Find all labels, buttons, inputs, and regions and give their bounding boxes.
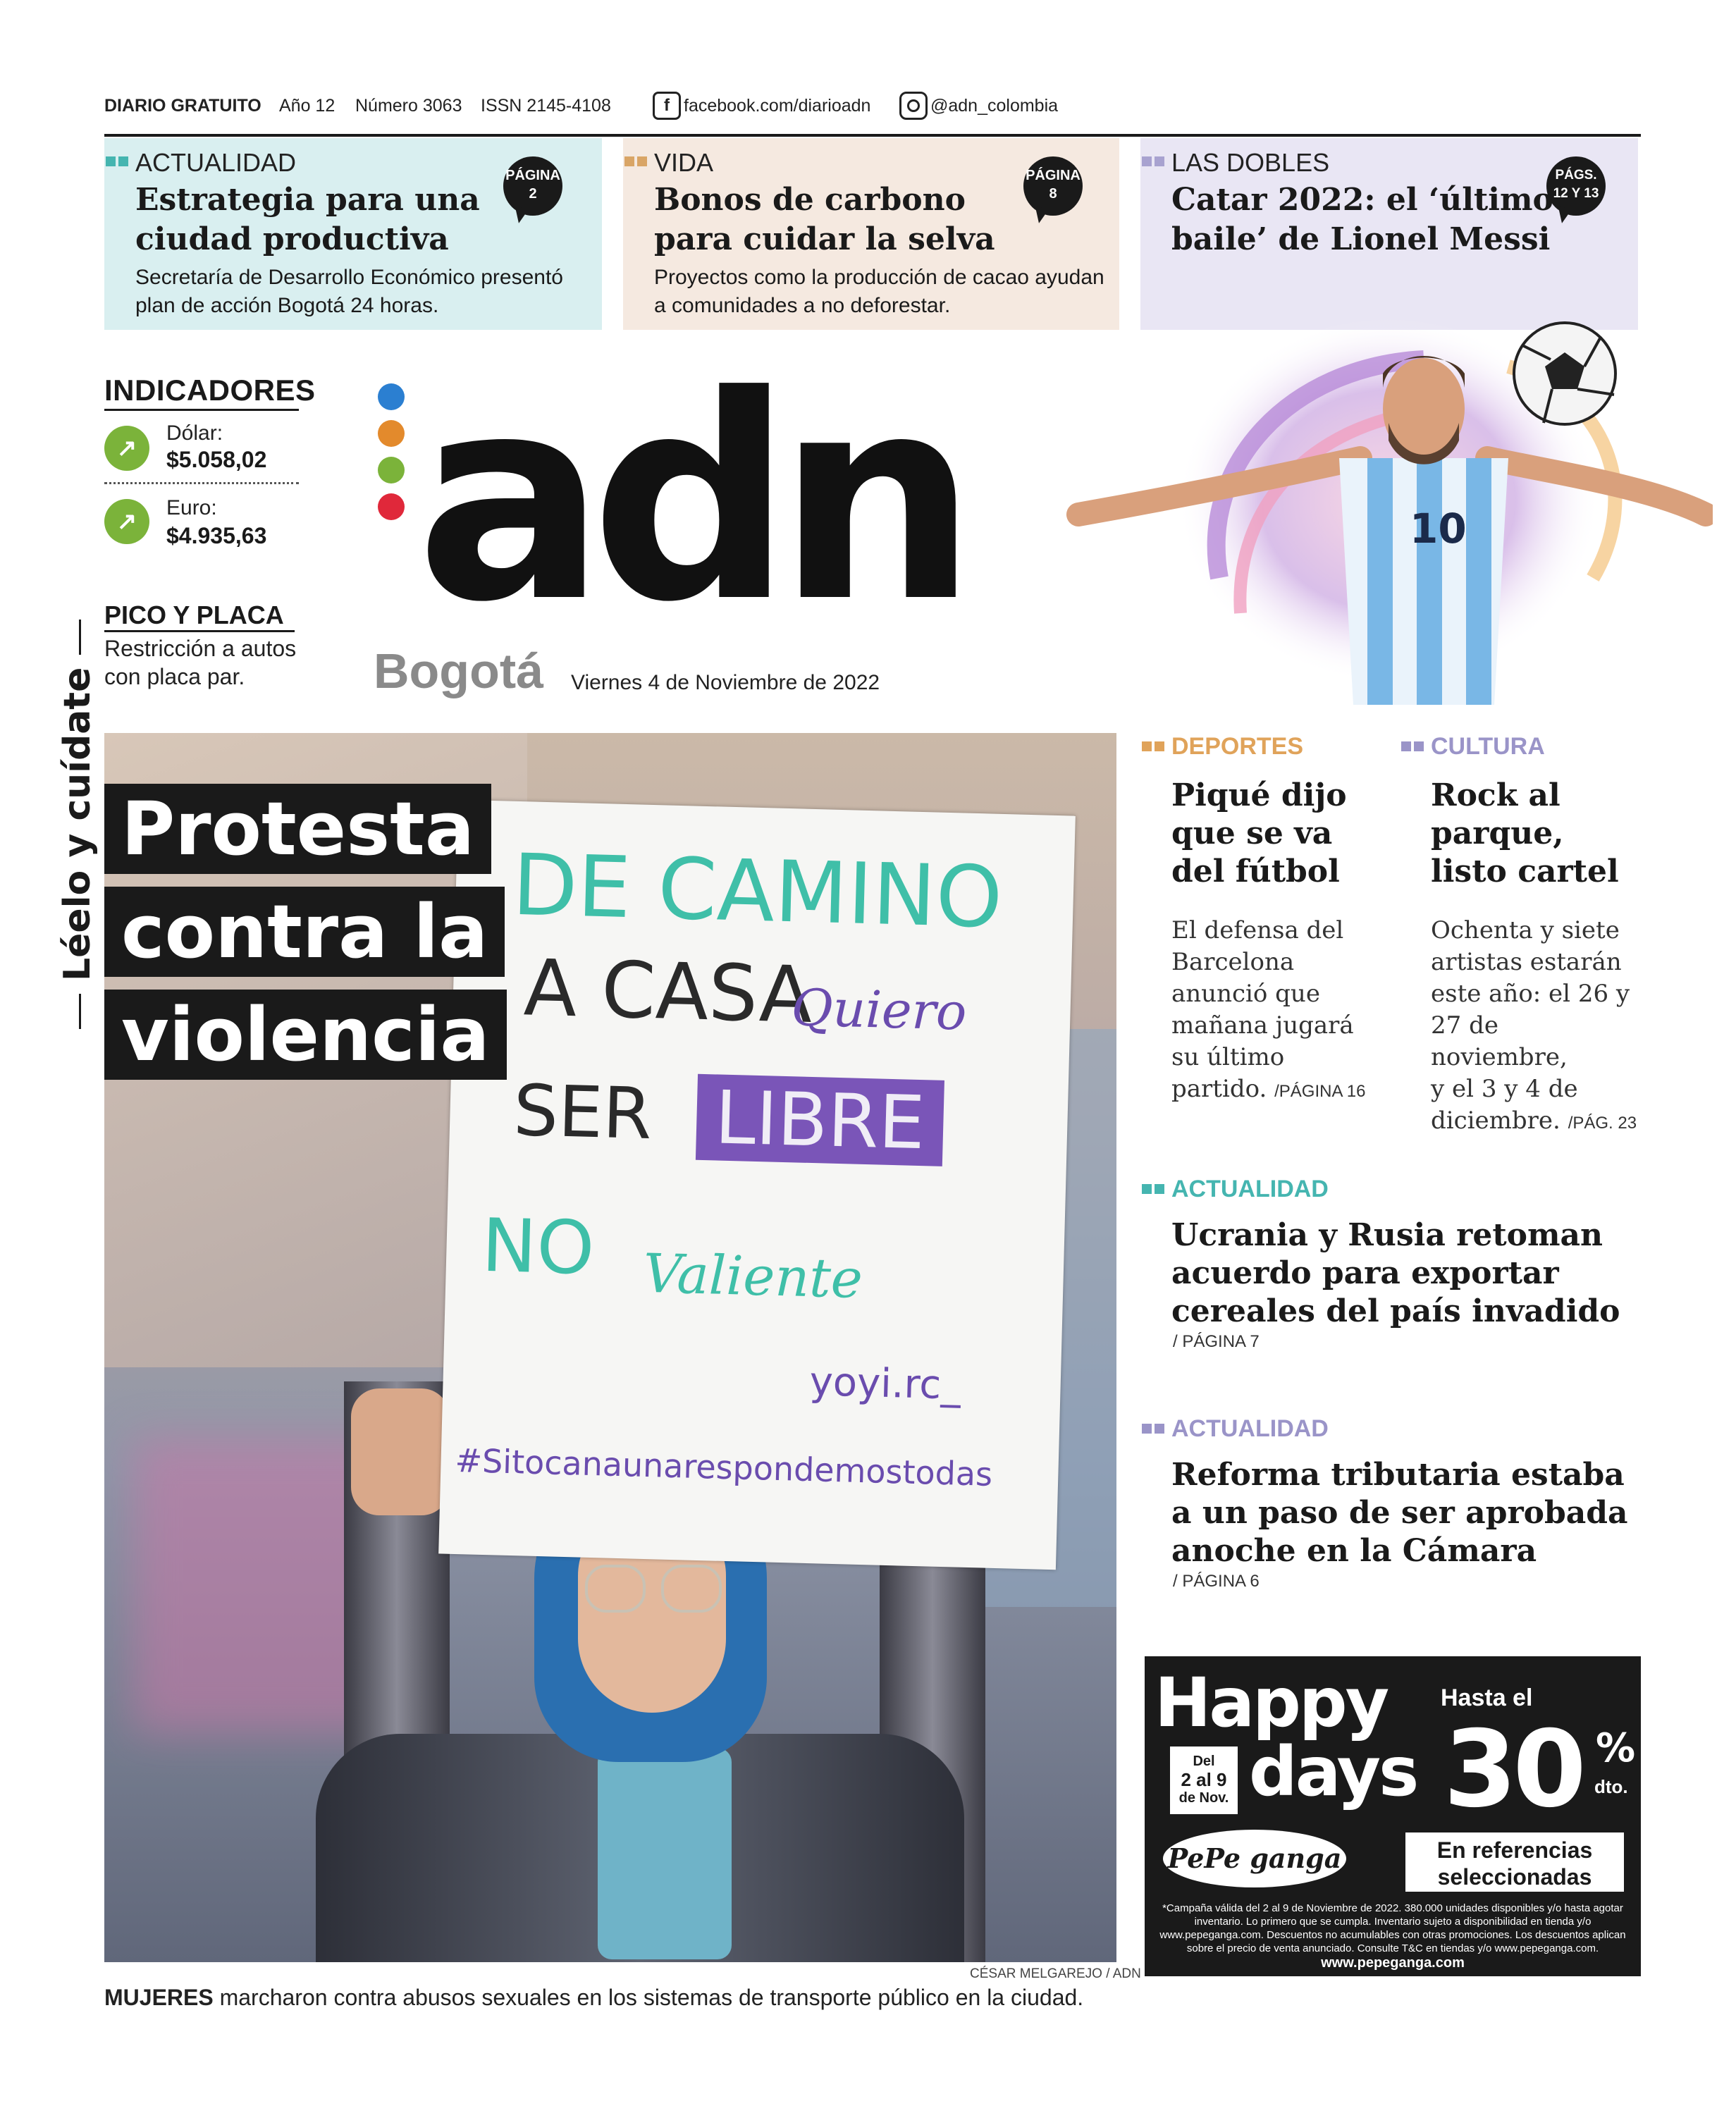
divider bbox=[104, 482, 299, 484]
dollar-label: Dólar: bbox=[166, 421, 223, 445]
indicators-rule bbox=[104, 409, 299, 411]
pico-placa-text: Restricción a autos con placa par. bbox=[104, 636, 297, 689]
ad-url[interactable]: www.pepeganga.com bbox=[1321, 1955, 1465, 1971]
page-ref: /PÁGINA 16 bbox=[1274, 1082, 1366, 1101]
top-rule bbox=[104, 134, 1641, 137]
euro-value: $4.935,63 bbox=[166, 523, 267, 548]
pico-placa-title: PICO Y PLACA bbox=[104, 600, 284, 629]
section-marker bbox=[1155, 741, 1164, 751]
issn-label: ISSN 2145-4108 bbox=[481, 96, 611, 116]
page-ref: / PÁGINA 7 bbox=[1173, 1332, 1260, 1351]
logo-dot-blue bbox=[378, 383, 405, 410]
sign-text: Quiero bbox=[790, 978, 968, 1042]
section-marker bbox=[1155, 156, 1164, 166]
section-marker bbox=[1142, 741, 1152, 751]
masthead-bar bbox=[104, 90, 1641, 133]
main-headline-line-1[interactable]: Protesta bbox=[104, 784, 491, 874]
ad-dto: dto. bbox=[1594, 1776, 1628, 1797]
year-label: Año 12 bbox=[279, 96, 335, 116]
section-marker bbox=[1142, 156, 1152, 166]
pepeganga-logo: PePe ganga bbox=[1163, 1830, 1346, 1887]
page-badge: PÁGS. 12 Y 13 bbox=[1546, 156, 1606, 216]
ad-days: days bbox=[1249, 1732, 1417, 1811]
pico-rule bbox=[104, 630, 295, 632]
trend-up-icon: ↗ bbox=[104, 426, 149, 471]
ad-percent-value: 30 bbox=[1443, 1708, 1582, 1831]
teaser-title: Estrategia para una ciudad productiva bbox=[135, 182, 480, 257]
section-marker bbox=[1142, 1184, 1152, 1194]
issue-number: Número 3063 bbox=[355, 96, 462, 116]
teaser-vida[interactable] bbox=[623, 138, 1119, 330]
sign-text: A CASA bbox=[522, 942, 814, 1040]
photo-credit: CÉSAR MELGAREJO / ADN bbox=[970, 1966, 1141, 1981]
dollar-value: $5.058,02 bbox=[166, 447, 267, 472]
calendar-icon: Del 2 al 9 de Nov. bbox=[1170, 1747, 1238, 1814]
diario-label: DIARIO GRATUITO bbox=[104, 96, 261, 116]
messi-illustration bbox=[1057, 282, 1713, 705]
facebook-icon: f bbox=[653, 92, 681, 120]
teaser-actualidad[interactable] bbox=[104, 138, 602, 330]
sign-text: #Sitocanaunarespondemostodas bbox=[454, 1441, 993, 1493]
instagram-link[interactable]: @adn_colombia bbox=[930, 96, 1059, 116]
logo-dot-green bbox=[378, 457, 405, 483]
glasses-left bbox=[585, 1565, 646, 1613]
section-marker bbox=[1155, 1424, 1164, 1434]
left-hand bbox=[351, 1388, 450, 1515]
side-label: Léelo y cuídate bbox=[56, 634, 99, 1029]
adn-logo[interactable]: adn bbox=[416, 336, 963, 664]
section-marker bbox=[637, 156, 647, 166]
actualidad-section: ACTUALIDAD bbox=[1171, 1176, 1329, 1202]
ad-fine-print: *Campaña válida del 2 al 9 de Noviembre de 2022. 380.000 unidades disponibles y/o hasta agotar inventario. Lo primero que se cumpla. Inventario sujeto a disponibilidad en tienda y/o www.pepeganga.com. Descuentos no acumulables con otras promociones. Los descuentos aplican sobre el precio de venta anunciado. Consulte T&C en tiendas y/o www.pepeganga.com. bbox=[1159, 1902, 1626, 1954]
actualidad-section: ACTUALIDAD bbox=[1171, 1415, 1329, 1442]
logo-dot-red bbox=[378, 493, 405, 520]
teaser-summary: Proyectos como la producción de cacao ayudan a comunidades a no deforestar. bbox=[654, 266, 1104, 317]
teaser-section: VIDA bbox=[654, 148, 714, 177]
actualidad-title-reforma[interactable]: Reforma tributaria estaba a un paso de ser aprobada anoche en la Cámara bbox=[1171, 1457, 1628, 1569]
section-marker bbox=[1142, 1424, 1152, 1434]
deportes-body: El defensa del Barcelona anunció que mañana jugará su último partido. /PÁGINA 16 bbox=[1171, 916, 1366, 1103]
cultura-title[interactable]: Rock al parque, listo cartel bbox=[1431, 777, 1619, 889]
side-rule bbox=[79, 994, 81, 1029]
teaser-title: Catar 2022: el ‘último baile’ de Lionel Messi bbox=[1171, 182, 1553, 257]
trend-up-icon: ↗ bbox=[104, 499, 149, 544]
side-rule bbox=[79, 620, 81, 655]
sign-text: Valiente bbox=[642, 1241, 864, 1310]
ad-happy: Happy bbox=[1155, 1663, 1388, 1742]
teaser-section: LAS DOBLES bbox=[1171, 148, 1330, 177]
deportes-title[interactable]: Piqué dijo que se va del fútbol bbox=[1171, 777, 1347, 889]
cultura-section: CULTURA bbox=[1431, 733, 1545, 760]
photo-caption: MUJERES marcharon contra abusos sexuales en los sistemas de transporte público en la ciudad. bbox=[104, 1985, 1084, 2010]
backpack-strap bbox=[598, 1748, 732, 1959]
teaser-title: Bonos de carbono para cuidar la selva bbox=[654, 182, 995, 257]
main-headline-line-2[interactable]: contra la bbox=[104, 887, 505, 977]
section-marker bbox=[624, 156, 634, 166]
instagram-icon bbox=[899, 92, 928, 120]
protest-sign bbox=[438, 800, 1076, 1570]
pepeganga-ad[interactable] bbox=[1145, 1656, 1641, 1976]
edition-date: Viernes 4 de Noviembre de 2022 bbox=[571, 671, 880, 694]
sign-text: LIBRE bbox=[696, 1074, 944, 1166]
ad-refs-box: En referencias seleccionadas bbox=[1405, 1832, 1624, 1892]
main-photo[interactable] bbox=[104, 733, 1116, 1962]
section-marker bbox=[1155, 1184, 1164, 1194]
actualidad-title-ucrania[interactable]: Ucrania y Rusia retoman acuerdo para exportar cereales del país invadido bbox=[1171, 1217, 1620, 1329]
city-label: Bogotá bbox=[374, 643, 544, 698]
indicators-title: INDICADORES bbox=[104, 374, 316, 407]
teaser-section: ACTUALIDAD bbox=[135, 148, 297, 177]
section-marker bbox=[1401, 741, 1411, 751]
euro-label: Euro: bbox=[166, 496, 217, 519]
sign-text: NO bbox=[481, 1202, 596, 1291]
sign-text: DE CAMINO bbox=[511, 836, 1004, 947]
page-ref: / PÁGINA 6 bbox=[1173, 1572, 1260, 1591]
cultura-body: Ochenta y siete artistas estarán este año: el 26 y 27 de noviembre, y el 3 y 4 de diciembre. /PÁG. 23 bbox=[1431, 916, 1637, 1135]
section-marker bbox=[1414, 741, 1424, 751]
sign-text: yoyi.rc_ bbox=[808, 1359, 961, 1409]
glasses-right bbox=[661, 1565, 722, 1613]
ad-hasta: Hasta el bbox=[1441, 1684, 1533, 1711]
page-ref: /PÁG. 23 bbox=[1568, 1114, 1637, 1133]
logo-dot-orange bbox=[378, 420, 405, 447]
ad-percent-sign: % bbox=[1596, 1725, 1636, 1771]
section-marker bbox=[118, 156, 128, 166]
main-headline-line-3[interactable]: violencia bbox=[104, 990, 507, 1080]
facebook-link[interactable]: facebook.com/diarioadn bbox=[684, 96, 871, 116]
section-marker bbox=[106, 156, 116, 166]
svg-text:10: 10 bbox=[1410, 505, 1467, 553]
page-badge: PÁGINA 2 bbox=[503, 156, 562, 216]
page-badge: PÁGINA 8 bbox=[1023, 156, 1083, 216]
deportes-section: DEPORTES bbox=[1171, 733, 1304, 760]
sign-text: SER bbox=[512, 1068, 653, 1156]
teaser-summary: Secretaría de Desarrollo Económico presentó plan de acción Bogotá 24 horas. bbox=[135, 266, 563, 317]
